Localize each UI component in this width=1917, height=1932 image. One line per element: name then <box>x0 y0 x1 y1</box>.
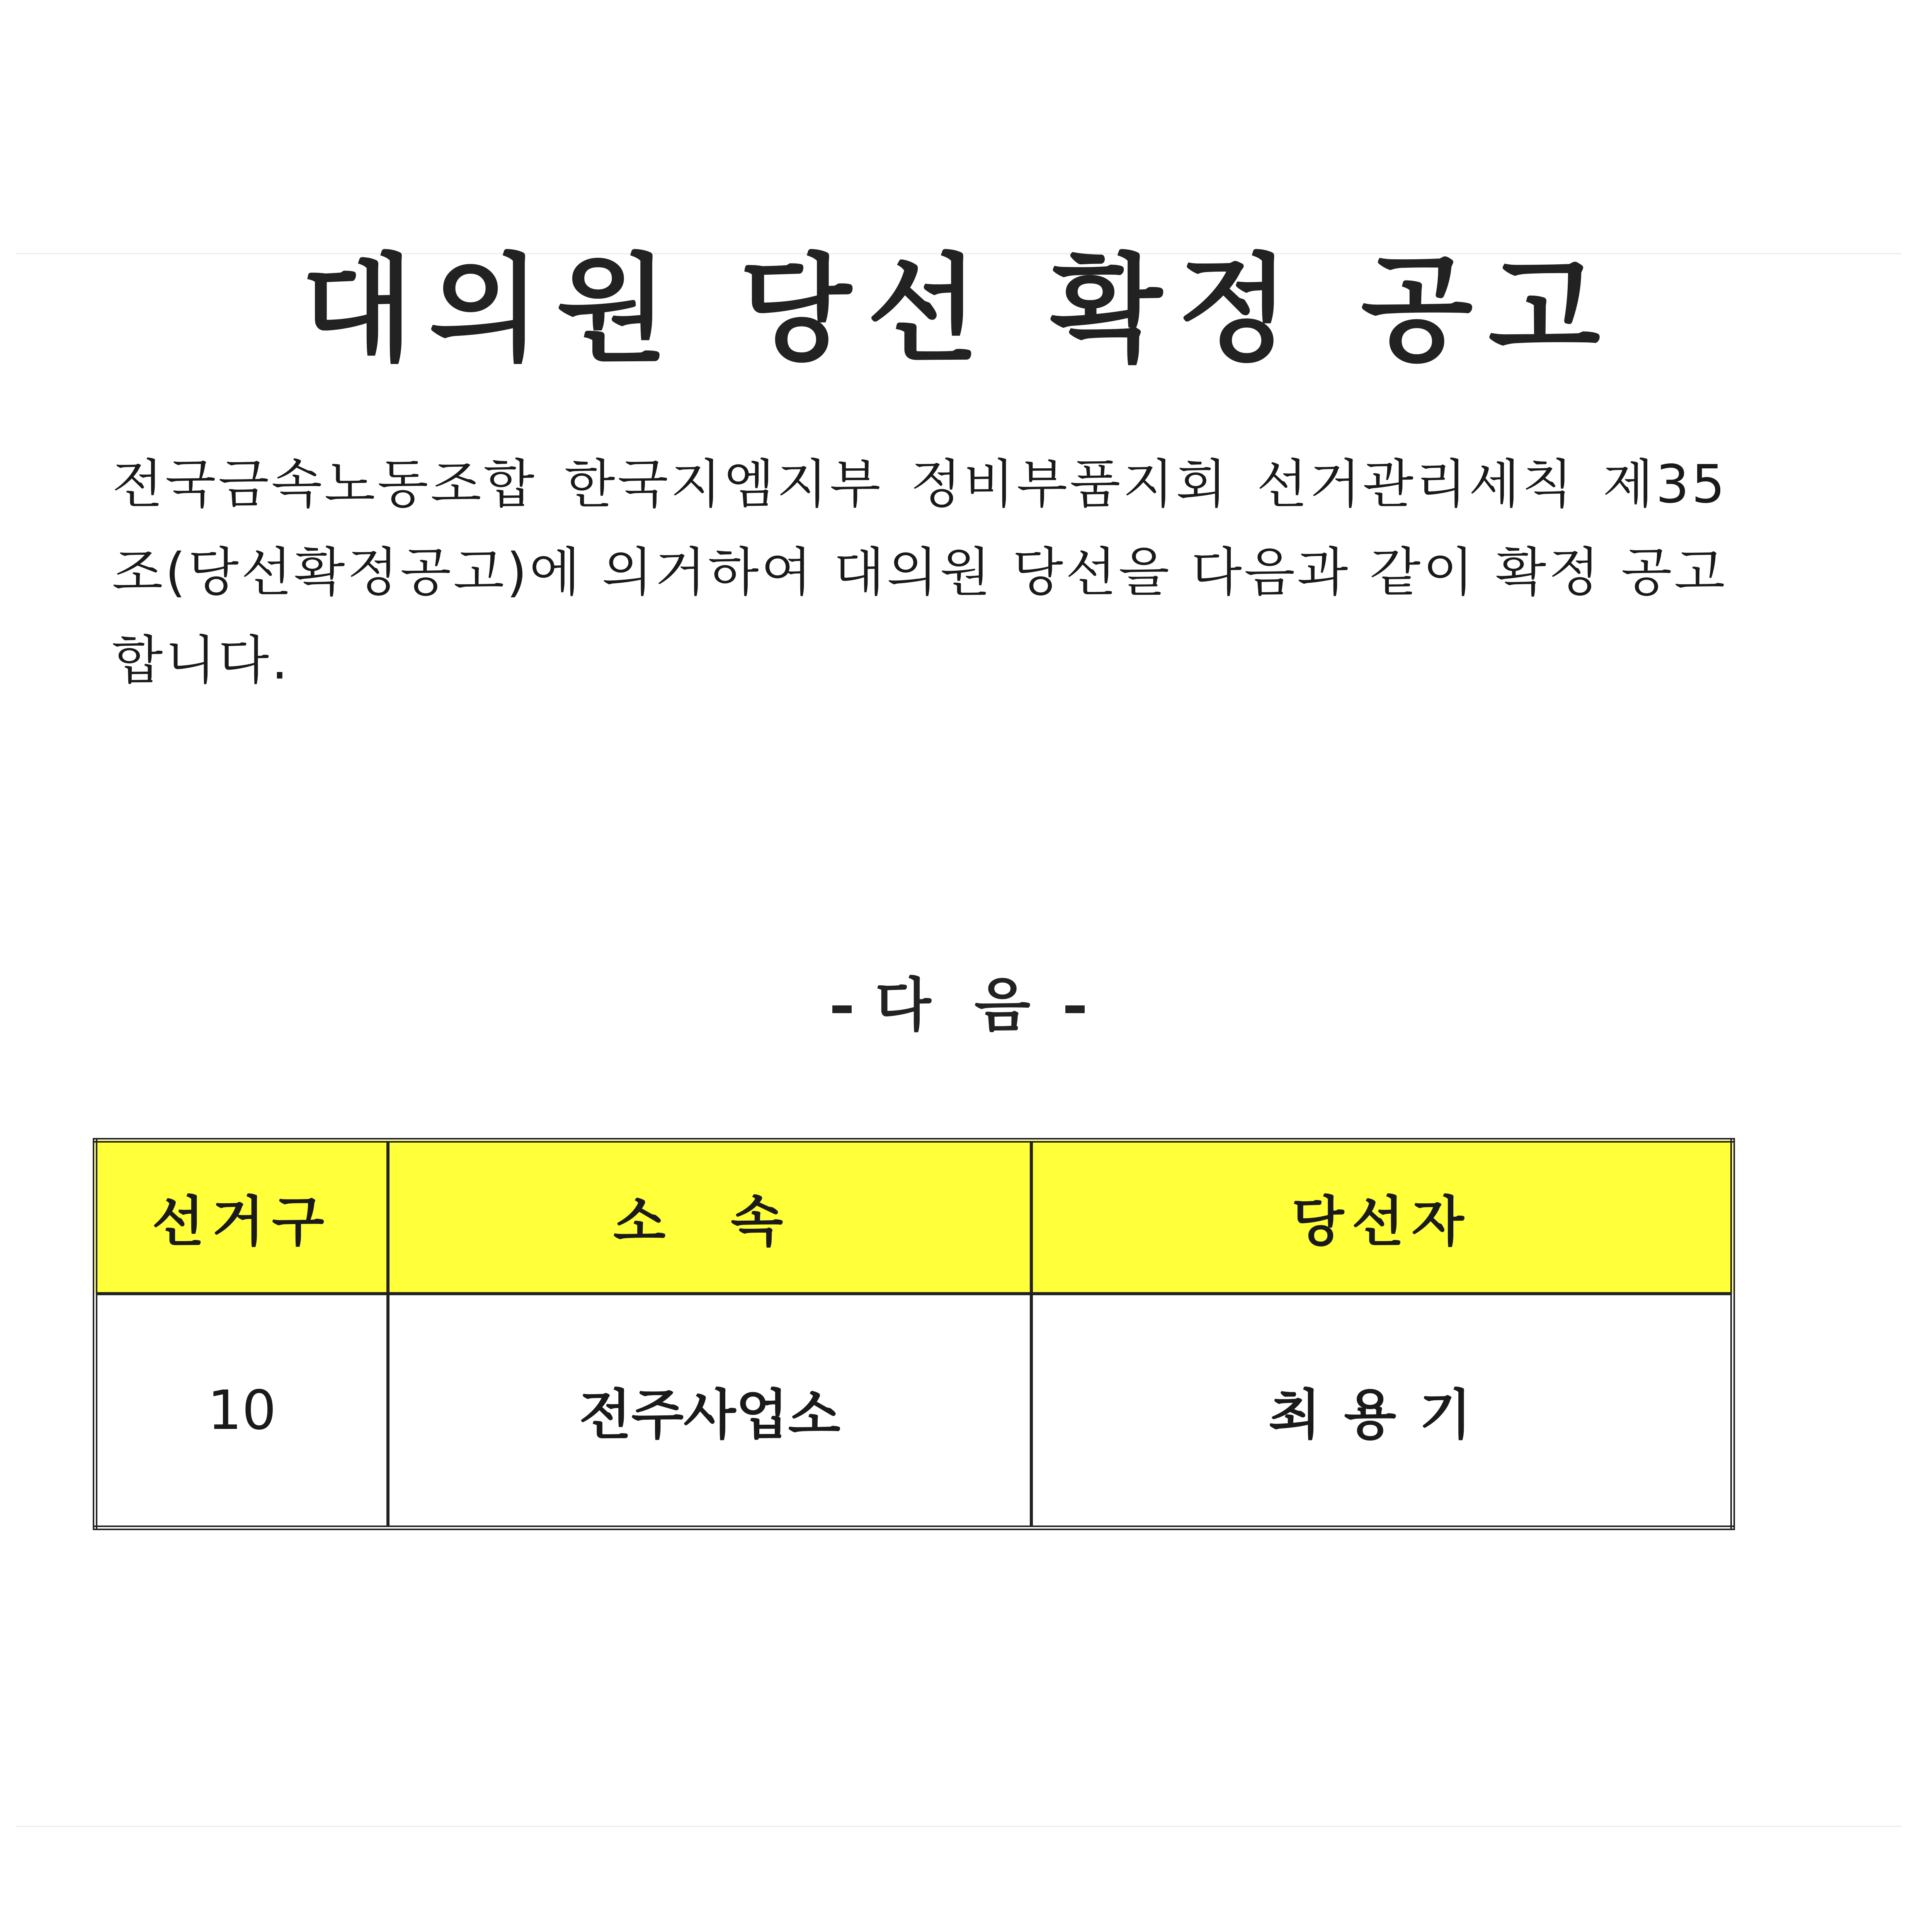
cell-district: 10 <box>95 1294 388 1528</box>
cell-elected: 최용기 <box>1031 1294 1733 1528</box>
cell-affiliation: 전주사업소 <box>388 1294 1031 1528</box>
header-elected: 당선자 <box>1031 1140 1733 1294</box>
intro-paragraph: 전국금속노동조합 한국지엠지부 정비부품지회 선거관리세칙 제35조(당선확정공고)에 의거하여 대의원 당선을 다음과 같이 확정 공고합니다. <box>112 454 1727 691</box>
document-title: 대의원 당선 확정 공고 <box>301 242 1616 377</box>
dash-left <box>832 1005 852 1013</box>
dash-right <box>1065 1005 1085 1013</box>
table-header-row <box>95 1140 1733 1294</box>
header-affiliation: 소 속 <box>388 1140 1031 1294</box>
table-row <box>95 1294 1733 1528</box>
section-heading <box>0 958 1917 1042</box>
header-district: 선거구 <box>95 1140 388 1294</box>
scan-line-bottom <box>15 1826 1902 1827</box>
election-result-table <box>93 1138 1735 1530</box>
section-heading-text: 다 음 <box>875 972 1042 1039</box>
